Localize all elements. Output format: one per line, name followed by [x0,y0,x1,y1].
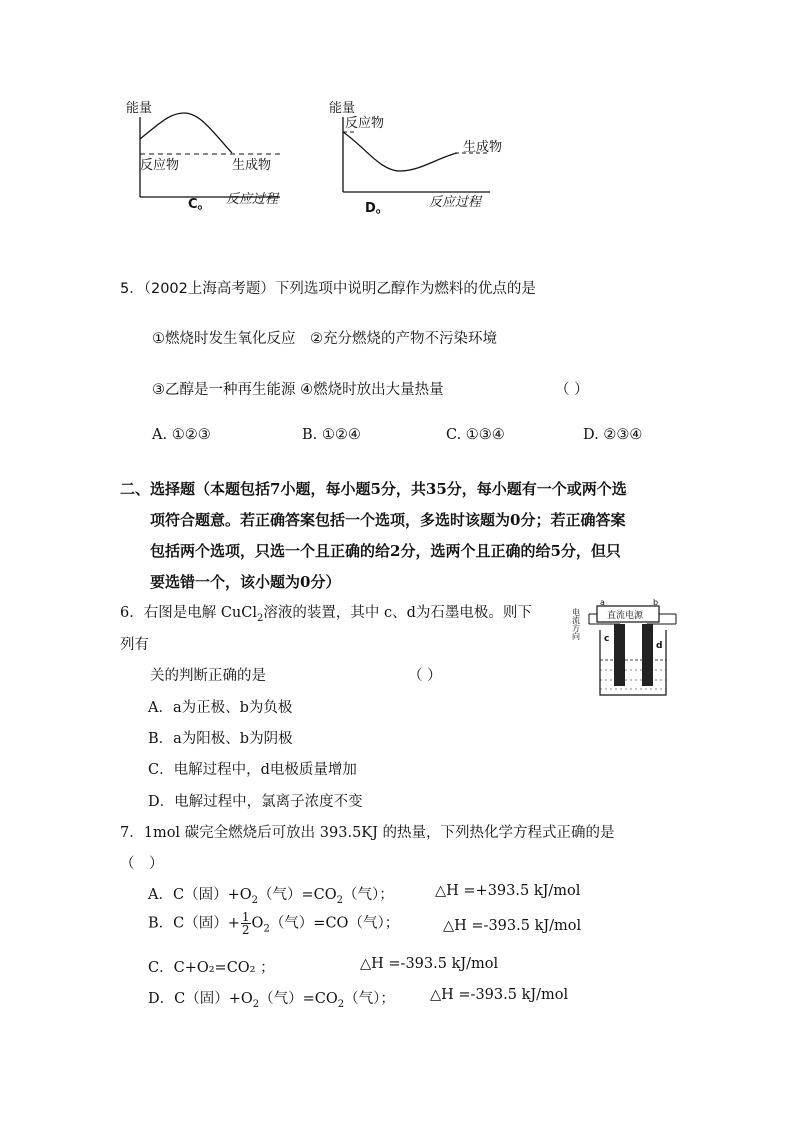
q7-a-o-subscript: 2 [251,894,258,906]
q7-stem: 7．1mol 碳完全燃烧后可放出 393.5KJ 的热量，下列热化学方程式正确的是 [120,825,615,841]
beaker [600,630,666,695]
graph-d-letter: D。 [365,201,389,216]
q7-b-fraction-numerator: 1 [241,910,250,924]
q7-a-formula-start: A．C（固）+O [148,887,252,903]
q7-option-d[interactable] [148,987,395,1010]
graph-c-product-label: 生成物 [232,158,272,173]
electrolysis-apparatus [572,598,684,700]
q6-line2: 列有 [120,637,149,653]
q7-b-fraction-denominator: 2 [241,923,250,937]
graph-d-y-label: 能量 [329,101,356,116]
q7-option-b[interactable] [148,911,399,936]
section2-heading-line1: 二、选择题（本题包括7小题，每小题5分，共35分，每小题有一个或两个选 [120,480,627,498]
q7-a-co-subscript: 2 [336,894,343,906]
q7-a-formula-mid: （气）=CO [257,887,337,903]
energy-diagram-d [325,95,515,220]
q6-stem [120,601,532,624]
section2-heading-line4: 要选错一个，该小题为0分） [150,573,341,591]
graph-d-energy-curve [343,132,457,171]
graph-c-energy-curve [140,113,232,153]
terminal-a-label: a [600,598,605,607]
q7-answer-paren: （ ） [120,856,164,872]
q5-option-a[interactable]: A. ①②③ [152,427,211,443]
q6-stem-part2: 溶液的装置，其中 c、d为石墨电极。则下 [263,605,532,621]
q6-stem-part1: 6．右图是电解 CuCl [120,605,257,621]
q7-b-formula-end: （气）=CO（气）； [269,915,400,932]
q7-b-fraction [241,911,251,936]
q5-option-d[interactable]: D. ②③④ [583,427,643,443]
q6-option-a[interactable]: A．a为正极、b为负极 [148,700,293,716]
section2-heading-line3: 包括两个选项，只选一个且正确的给2分，选两个且正确的给5分，但只 [150,542,621,560]
q6-stem-subscript: 2 [257,612,264,624]
q7-d-o-subscript: 2 [252,998,260,1010]
q5-option-c[interactable]: C. ①③④ [446,427,505,443]
q7-b-o-subscript: 2 [263,923,270,935]
graph-d-reactant-label: 反应物 [345,116,385,131]
power-supply-label: 直流电源 [607,611,644,621]
q7-d-co-subscript: 2 [337,998,345,1010]
graph-d-x-label: 反应过程 [429,195,482,210]
graph-c-y-label: 能量 [126,101,153,116]
q7-a-formula-end: （气）； [343,887,394,903]
electrode-d [642,624,653,686]
q6-answer-paren: （ ） [408,668,442,684]
graph-c-reactant-label: 反应物 [140,158,180,173]
graph-c-letter: C。 [188,197,211,212]
q6-option-b[interactable]: B．a为阳极、b为阴极 [148,731,293,747]
graph-d-product-label: 生成物 [463,140,503,155]
q7-option-a[interactable] [148,883,394,906]
q5-stem: 5．（2002上海高考题）下列选项中说明乙醇作为燃料的优点的是 [120,281,536,297]
electrode-c [614,624,625,686]
q7-option-a-dh: △H =+393.5 kJ/mol [435,883,581,899]
q7-option-c-dh: △H =-393.5 kJ/mol [360,956,499,972]
q6-line3: 关的判断正确的是 [150,668,266,684]
terminal-b-label: b [653,598,659,607]
q5-answer-paren: （ ） [555,382,589,398]
graph-c-x-label: 反应过程 [226,192,279,207]
q5-line1: ①燃烧时发生氧化反应 ②充分燃烧的产物不污染环境 [152,331,497,347]
energy-diagram-c [120,95,300,220]
q5-line2: ③乙醇是一种再生能源 ④燃烧时放出大量热量 [152,382,444,398]
q6-option-d[interactable]: D．电解过程中，氯离子浓度不变 [148,794,363,810]
q7-option-c[interactable]: C．C+O₂=CO₂ ； [148,960,275,976]
electrode-d-label: d [656,641,663,651]
q7-d-formula-mid: （气）=CO [259,991,338,1007]
electrode-c-label: c [604,634,610,644]
q7-d-formula-end: （气）； [344,991,395,1007]
q6-option-c[interactable]: C．电解过程中，d电极质量增加 [148,762,357,778]
current-direction-label: 电流方向 [572,608,581,640]
section2-heading-line2: 项符合题意。若正确答案包括一个选项，多选时该题为0分；若正确答案 [150,511,626,529]
q7-option-d-dh: △H =-393.5 kJ/mol [430,987,569,1003]
q7-b-formula-start: B．C（固）+ [148,915,240,932]
q7-d-formula-start: D．C（固）+O [148,991,253,1007]
q5-option-b[interactable]: B. ①②④ [302,427,361,443]
q7-b-oxygen: O [251,915,264,932]
q7-option-b-dh: △H =-393.5 kJ/mol [443,918,582,934]
